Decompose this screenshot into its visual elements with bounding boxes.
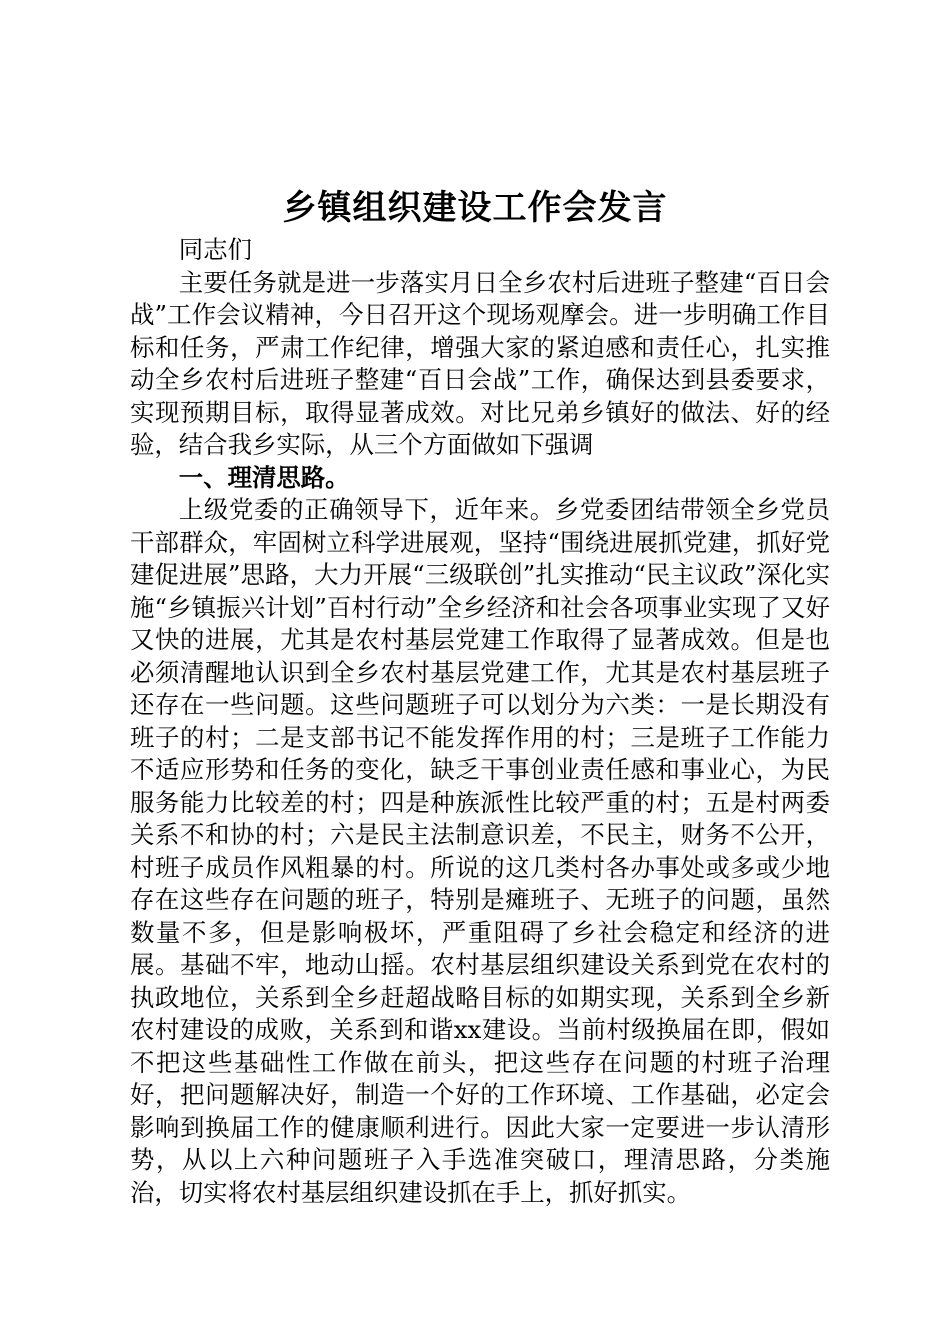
document-title: 乡镇组织建设工作会发言 [282, 188, 668, 228]
paragraph-section-1: 上级党委的正确领导下，近年来。乡党委团结带领全乡党员干部群众，牢固树立科学进展观，坚持“围绕进展抓党建，抓好党建促进展”思路，大力开展“三级联创”扎实推动“民主议政”深化实施“乡镇振兴计划”百村行动”全乡经济和社会各项事业实现了又好又快的进展，尤其是农村基层党建工作取得了显著成效。但是也必须清醒地认识到全乡农村基层党建工作，尤其是农村基层班子还存在一些问题。这些问题班子可以划分为六类：一是长期没有班子的村；二是支部书记不能发挥作用的村；三是班子工作能力不适应形势和任务的变化，缺乏干事创业责任感和事业心，为民服务能力比较差的村；四是种族派性比较严重的村；五是村两委关系不和协的村；六是民主法制意识差，不民主，财务不公开，村班子成员作风粗暴的村。所说的这几类村各办事处或多或少地存在这些存在问题的班子，特别是瘫班子、无班子的问题，虽然数量不多，但是影响极坏，严重阻碍了乡社会稳定和经济的进展。基础不牢，地动山摇。农村基层组织建设关系到党在农村的执政地位，关系到全乡赶超战略目标的如期实现，关系到全乡新农村建设的成败，关系到和谐xx建设。当前村级换届在即，假如不把这些基础性工作做在前头，把这些存在问题的村班子治理好，把问题解决好，制造一个好的工作环境、工作基础，必定会影响到换届工作的健康顺利进行。因此大家一定要进一步认清形势，从以上六种问题班子入手选准突破口，理清思路，分类施治，切实将农村基层组织建设抓在手上，抓好抓实。 [130, 495, 830, 1207]
salutation: 同志们 [178, 235, 252, 264]
document-body [130, 234, 830, 1209]
paragraph-intro: 主要任务就是进一步落实月日全乡农村后进班子整建“百日会战”工作会议精神，今日召开这个现场观摩会。进一步明确工作目标和任务，严肃工作纪律，增强大家的紧迫感和责任心，扎实推动全乡农村后进班子整建“百日会战”工作，确保达到县委要求，实现预期目标，取得显著成效。对比兄弟乡镇好的做法、好的经验，结合我乡实际，从三个方面做如下强调 [130, 267, 830, 459]
section-heading-1: 一、理清思路。 [178, 462, 350, 492]
